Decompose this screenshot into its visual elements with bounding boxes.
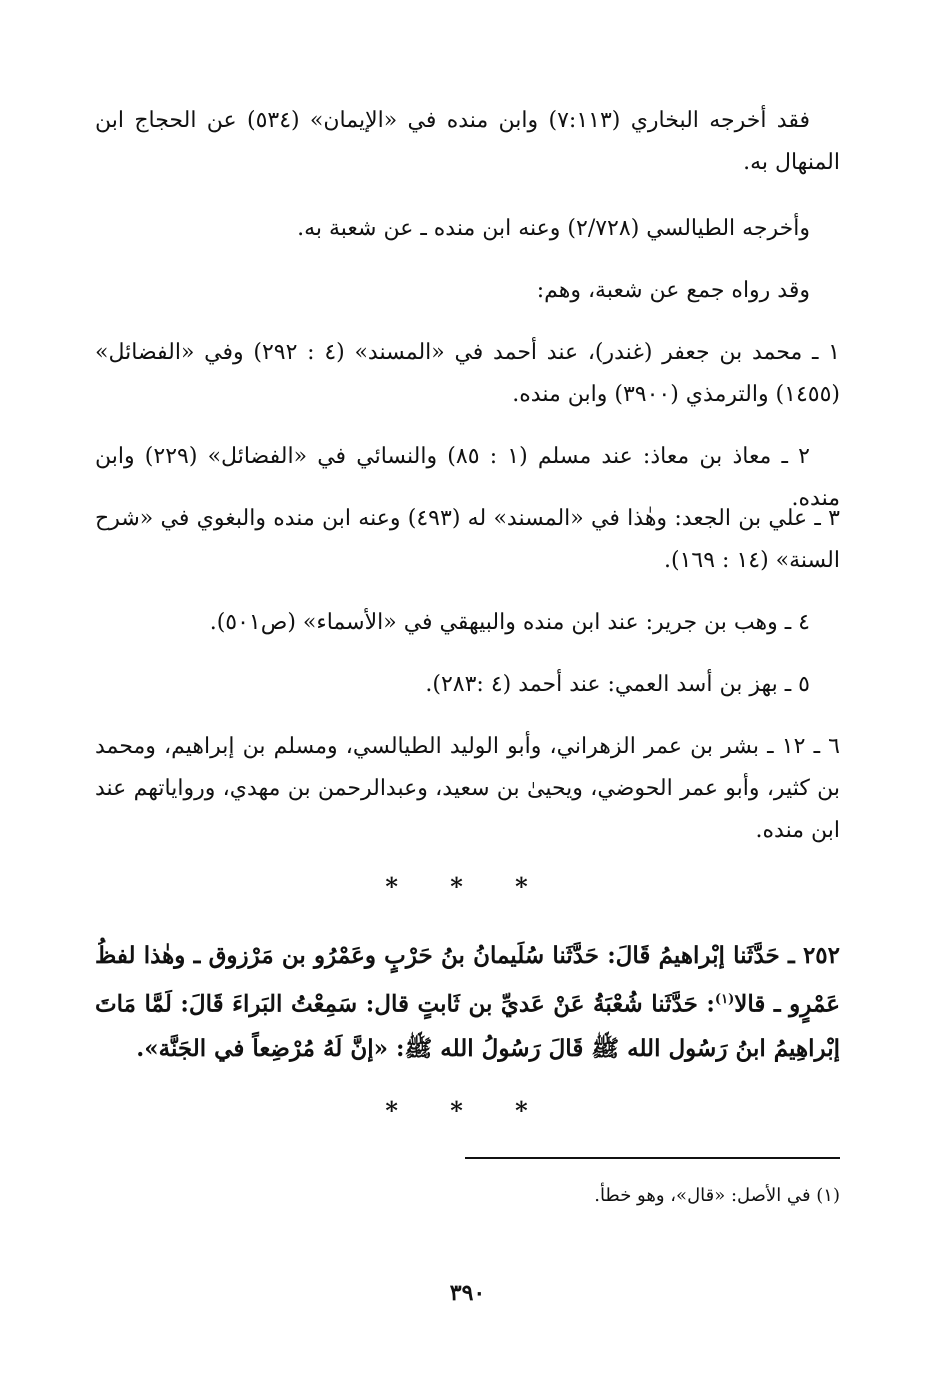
- paragraph-bukhari: فقد أخرجه البخاري (٧:١١٣) وابن منده في «الإيمان» (٥٣٤) عن الحجاج ابن المنهال به.: [95, 108, 840, 175]
- footnote-marker: (١): [714, 992, 735, 1007]
- page-number: ٣٩٠: [449, 1280, 486, 1306]
- list-item-4: ٤ ـ وهب بن جرير: عند ابن منده والبيهقي في «الأسماء» (ص٥٠١).: [209, 610, 810, 635]
- hadith-text-start: ٢٥٢ ـ حَدَّثَنا إبْراهيمُ قَالَ: حَدَّثَنا سُلَيمانُ بنُ حَرْبٍ وعَمْرُو بن مَرْزوق ـ وهٰذا لفظُ عَمْرٍو ـ قالا: [95, 942, 840, 1018]
- paragraph-tayalisi: وأخرجه الطيالسي (٢/٧٢٨) وعنه ابن منده ـ عن شعبة به.: [297, 216, 810, 241]
- footnote-rule: [465, 1157, 840, 1159]
- list-item-2: ٢ ـ معاذ بن معاذ: عند مسلم (١ : ٨٥) والنسائي في «الفضائل» (٢٢٩) وابن منده.: [95, 444, 840, 511]
- list-item-5: ٥ ـ بهز بن أسد العمي: عند أحمد (٤ :٢٨٣).: [425, 672, 810, 697]
- separator-stars: * * *: [385, 872, 550, 901]
- separator-stars-2: * * *: [385, 1096, 550, 1125]
- list-item-3: ٣ ـ علي بن الجعد: وهٰذا في «المسند» له (٤٩٣) وعنه ابن منده والبغوي في «شرح السنة» (١٤ : ١٦٩).: [95, 506, 840, 573]
- list-item-1: ١ ـ محمد بن جعفر (غندر)، عند أحمد في «المسند» (٤ : ٢٩٢) وفي «الفضائل» (١٤٥٥) والترمذي (٣٩٠٠) وابن منده.: [95, 340, 840, 407]
- list-item-6-12: ٦ ـ ١٢ ـ بشر بن عمر الزهراني، وأبو الوليد الطيالسي، ومسلم بن إبراهيم، ومحمد بن كثير، وأبو عمر الحوضي، ويحيىٰ بن سعيد، وعبدالرحمن بن مهدي، ورواياتهم عند ابن منده.: [95, 734, 840, 843]
- paragraph-narrators-intro: وقد رواه جمع عن شعبة، وهم:: [536, 278, 810, 303]
- hadith-252: [95, 934, 840, 1071]
- footnote: (١) في الأصل: «قال»، وهو خطأ.: [594, 1185, 840, 1206]
- hadith-text-end: : حَدَّثَنا شُعْبَةُ عَنْ عَديِّ بن ثَابتٍ قال: سَمِعْتُ البَراءَ قَالَ: لَمَّا مَاتَ إبْراهِيمُ ابنُ رَسُول الله ﷺ قَالَ رَسُولُ الله ﷺ: «إنَّ لَهُ مُرْضِعاً في الجَنَّة».: [95, 990, 840, 1062]
- page-body: [95, 100, 840, 1350]
